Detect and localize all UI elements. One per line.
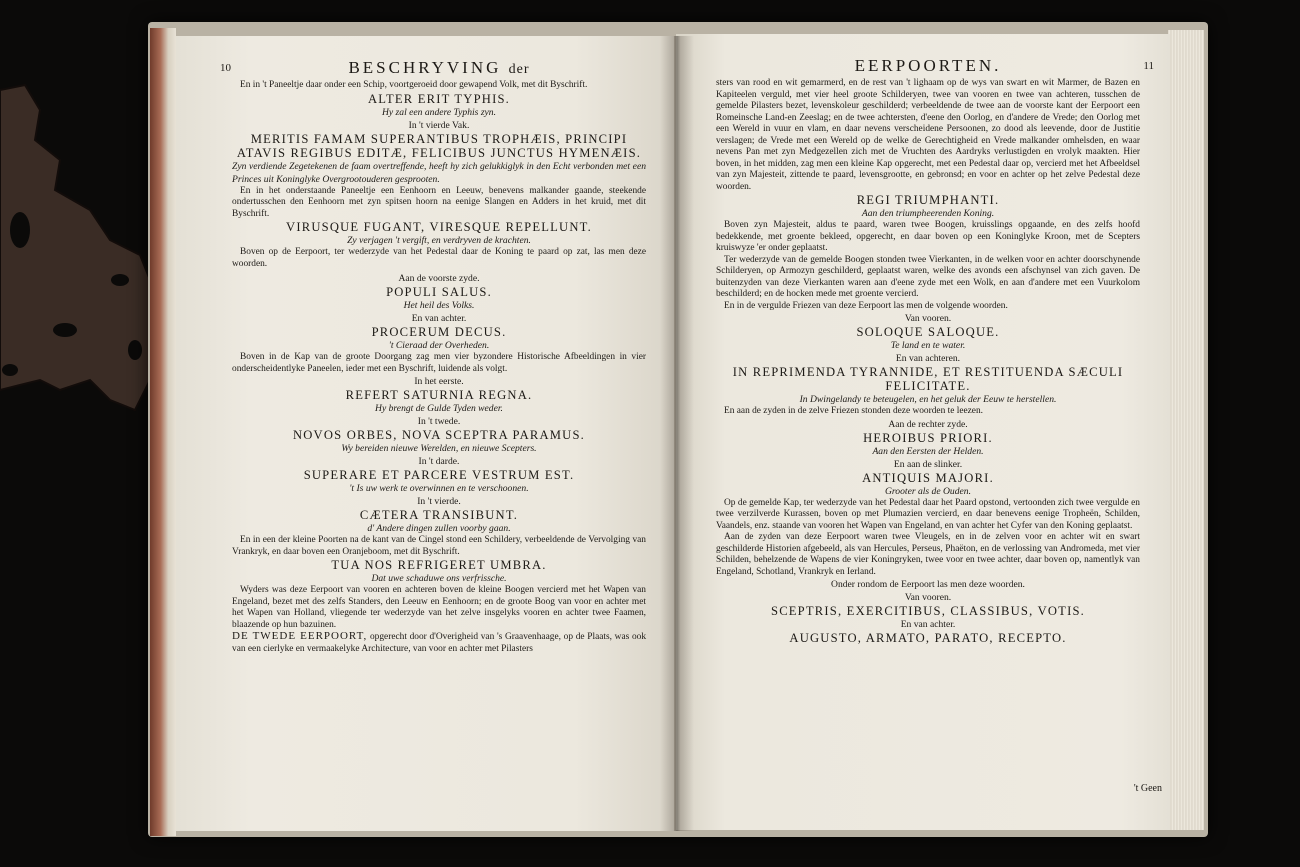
inscription: SCEPTRIS, EXERCITIBUS, CLASSIBUS, VOTIS.	[770, 604, 1086, 618]
inscription: PROCERUM DECUS.	[371, 325, 507, 339]
page-number: 11	[1143, 60, 1154, 72]
book-right-page-stack	[1168, 30, 1204, 830]
translation: Dat uwe schaduwe ons verfrissche.	[371, 573, 507, 584]
paragraph-second-gate	[232, 631, 646, 655]
translation: Wy bereiden nieuwe Werelden, en nieuwe Scepters.	[341, 443, 537, 454]
running-head	[232, 58, 646, 80]
section-label: Van vooren.	[904, 313, 952, 324]
left-page	[176, 36, 674, 831]
section-label: Aan de rechter zyde.	[888, 418, 968, 430]
paragraph: Boven op de Eerpoort, ter wederzyde van het Pedestal daar de Koning te paard op zat, las men deze woorden.	[232, 247, 646, 269]
running-head: EERPOORTEN.	[854, 56, 1002, 75]
translation: 't Cieraad der Overheden.	[388, 340, 490, 351]
section-label: In 't vierde.	[417, 496, 461, 507]
translation: Hy brengt de Gulde Tyden weder.	[375, 403, 503, 414]
translation: Zy verjagen 't vergift, en verdryven de krachten.	[347, 235, 531, 246]
section-label: In 't twede.	[417, 416, 461, 427]
translation: Het heil des Volks.	[403, 300, 475, 311]
translation: 't Is uw werk te overwinnen en te verschoonen.	[349, 483, 529, 494]
inscription: POPULI SALUS.	[386, 285, 492, 299]
page-number: 10	[220, 62, 231, 74]
section-label: En aan de slinker.	[893, 458, 963, 470]
paragraph: Boven in de Kap van de groote Doorgang zag men vier byzondere Historische Afbeeldingen in vier onderscheidentlyke Paneelen, ieder met een Byschrift, luidende als volgt.	[232, 352, 646, 374]
paragraph: sters van rood en wit gemarmerd, en de rest van 't lighaam op de wys van swart en wit Marmer, de Bazen en Kapiteelen verguld, met vier heel groote Schilderyen, twee van vooren en twee van achteren, tusschen de gemelde Pilasters bezet, levenskoleur geschilderd; verbeeldende de twee aan de voorste kant der Eerpoort een Romeinsche Land-en Zeeslag; en de twee achtersten, d'eene den Oorlog, en d'andere de Vrede; den Oorlog met een Wereld in vuur en vlam, en daar nevens verscheidene Persoonen, zo dood als leevende, door de Justitie verslagen; de Vrede met een Wereld op de welke de Gerechtigheid en Vrede malkander omhelsden, en waar nevens Pan met zyn Medgezellen zich met de Vruchten des Aardryks verlustigden en vrolyk maakten. Hier boven, in het midden, zag men een kleine Kap opgerecht, met een Pedestal daar op, vercierd met het Afbeeldsel van zyn Majesteit, zittende te paard, levensgrootte, en gebronsd; en voor en achter op het zelve Pedestal deze woorden.	[716, 78, 1140, 192]
inscription: SOLOQUE SALOQUE.	[856, 325, 1000, 339]
inscription: REFERT SATURNIA REGNA.	[345, 388, 533, 402]
book-left-edge	[150, 28, 176, 836]
section-label: Van vooren.	[904, 592, 952, 603]
section-label: Aan de voorste zyde.	[398, 273, 480, 284]
right-page	[676, 34, 1170, 830]
running-head-title: BESCHRYVING	[348, 58, 502, 77]
section-label: Onder rondom de Eerpoort las men deze woorden.	[831, 579, 1025, 590]
inscription: SUPERARE ET PARCERE VESTRUM EST.	[303, 468, 575, 482]
paragraph: En in de vergulde Friezen van deze Eerpoort las men de volgende woorden.	[724, 300, 1008, 311]
paragraph: En in het onderstaande Paneeltje een Eenhoorn en Leeuw, benevens malkander gaande, steekende ondertusschen den Eenhoorn met zyn spitsen hoorn na eenige Slangen en Adders in het kruid, met dit Byschrift.	[232, 185, 646, 219]
paragraph: Wyders was deze Eerpoort van vooren en achteren boven de kleine Boogen vercierd met het Wapen van Engeland, bezet met des zelfs Standers, den Leeuw en Eenhoorn; en de groote Boog van voor en achter met het Wapen van Holland, vliegende ter wederzyde van het zelve insgelyks vooren en achter twee Faamen, blaazende op hun bazuinen.	[232, 585, 646, 630]
inscription: IN REPRIMENDA TYRANNIDE, ET RESTITUENDA SÆCULI FELICITATE.	[732, 365, 1124, 393]
section-label: En van achteren.	[895, 353, 961, 364]
inscription: REGI TRIUMPHANTI.	[856, 193, 1000, 207]
paragraph: Boven zyn Majesteit, aldus te paard, waren twee Boogen, kruisslings opgaande, en des zelfs hoofd bedekkende, met groente bekleed, opgerecht, en daar boven op een Koninglyke Kroon, met de Scepters kruiswyze 'er onder geplaatst.	[716, 220, 1140, 253]
section-label: In het eerste.	[414, 376, 464, 387]
inscription: AUGUSTO, ARMATO, PARATO, RECEPTO.	[789, 631, 1067, 645]
running-head-suffix: der	[508, 62, 530, 77]
translation: In Dwingelandy te beteugelen, en het geluk der Eeuw te herstellen.	[799, 394, 1057, 405]
translation: Zyn verdiende Zegetekenen de faam overtreffende, heeft hy zich gelukkiglyk in den Echt verbonden met een Princes uit Koninglyke Overgrootouderen gesprooten.	[232, 160, 646, 185]
paragraph: En in een der kleine Poorten na de kant van de Cingel stond een Schildery, verbeeldende de Vervolging van Vrankryk, en daar boven een Oranjeboom, met dit Byschrift.	[232, 535, 646, 557]
translation: Te land en te water.	[890, 340, 966, 351]
section-label: In 't vierde Vak.	[408, 119, 470, 131]
inscription: NOVOS ORBES, NOVA SCEPTRA PARAMUS.	[292, 428, 586, 442]
translation: Aan den Eersten der Helden.	[872, 445, 984, 457]
paragraph: Ter wederzyde van de gemelde Boogen stonden twee Vierkanten, in de welken voor en achter doorschynende Schilderyen, op Armozyn geschilderd, geplaatst waren, welke des avonds een afschynsel van zich gaven. De buitenzyden van deze Vierkanten waren aan d'eene zyde met een Wolk, en aan d'andere met een Vuurkolom beschilderd; en de hocken mede met groente vercierd.	[716, 254, 1140, 299]
translation: Aan den triumpheerenden Koning.	[861, 208, 995, 219]
inscription: ALTER ERIT TYPHIS.	[367, 91, 511, 106]
catchword: 't Geen	[1133, 783, 1162, 794]
paragraph: Op de gemelde Kap, ter wederzyde van het Pedestal daar het Paard opstond, vertoonden zich twee vergulde en twee verzilverde Kurassen, boven op met Plumazien vercierd, en daar benevens eenige Tropheën, Schilden, Vaandels, enz. staande van vooren het Wapen van Engeland, en van achter het Cyfer van den Koning geplaatst.	[716, 497, 1140, 531]
section-label: En van achter.	[900, 619, 956, 630]
paragraph: En in 't Paneeltje daar onder een Schip, voortgeroeid door gewapend Volk, met dit Byschrift.	[240, 80, 588, 90]
inscription: CÆTERA TRANSIBUNT.	[359, 508, 519, 522]
left-page-header	[220, 58, 646, 80]
translation: Grooter als de Ouden.	[885, 485, 971, 497]
section-label: En van achter.	[411, 313, 467, 324]
inscription: TUA NOS REFRIGERET UMBRA.	[331, 558, 547, 572]
paragraph-text: opgerecht door d'Overigheid van 's Graavenhaage, op de Plaats, was ook van een cierlyke en vermaakelyke Architecture, van voor en achter met Pilasters	[232, 632, 647, 654]
inscription: MERITIS FAMAM SUPERANTIBUS TROPHÆIS, PRINCIPI ATAVIS REGIBUS EDITÆ, FELICIBUS JUNCTUS HYMENÆIS.	[236, 131, 642, 160]
section-label: In 't darde.	[418, 456, 460, 467]
translation: d' Andere dingen zullen voorby gaan.	[367, 523, 511, 534]
inscription: HEROIBUS PRIORI.	[863, 430, 993, 445]
inscription: VIRUSQUE FUGANT, VIRESQUE REPELLUNT.	[286, 220, 592, 234]
paragraph: Aan de zyden van deze Eerpoort waren twee Vleugels, en in de zelven voor en achter wit en swart geschilderde Historien afgebeeld, als van Hercules, Perseus, Phaëton, en de verlossing van Andromeda, met vier Schilden, behelzende de Wapens de vier Koningryken, twee voor en twee achter, daar boven op, namentlyk van Engeland, Schotland, Vrankryk en Ierland.	[716, 532, 1140, 577]
paragraph-lead: DE TWEDE EERPOORT,	[232, 630, 368, 642]
paragraph: En aan de zyden in de zelve Friezen stonden deze woorden te leezen.	[724, 406, 983, 416]
translation: Hy zal een andere Typhis zyn.	[381, 106, 497, 118]
right-page-header	[716, 56, 1154, 78]
inscription: ANTIQUIS MAJORI.	[862, 470, 994, 485]
